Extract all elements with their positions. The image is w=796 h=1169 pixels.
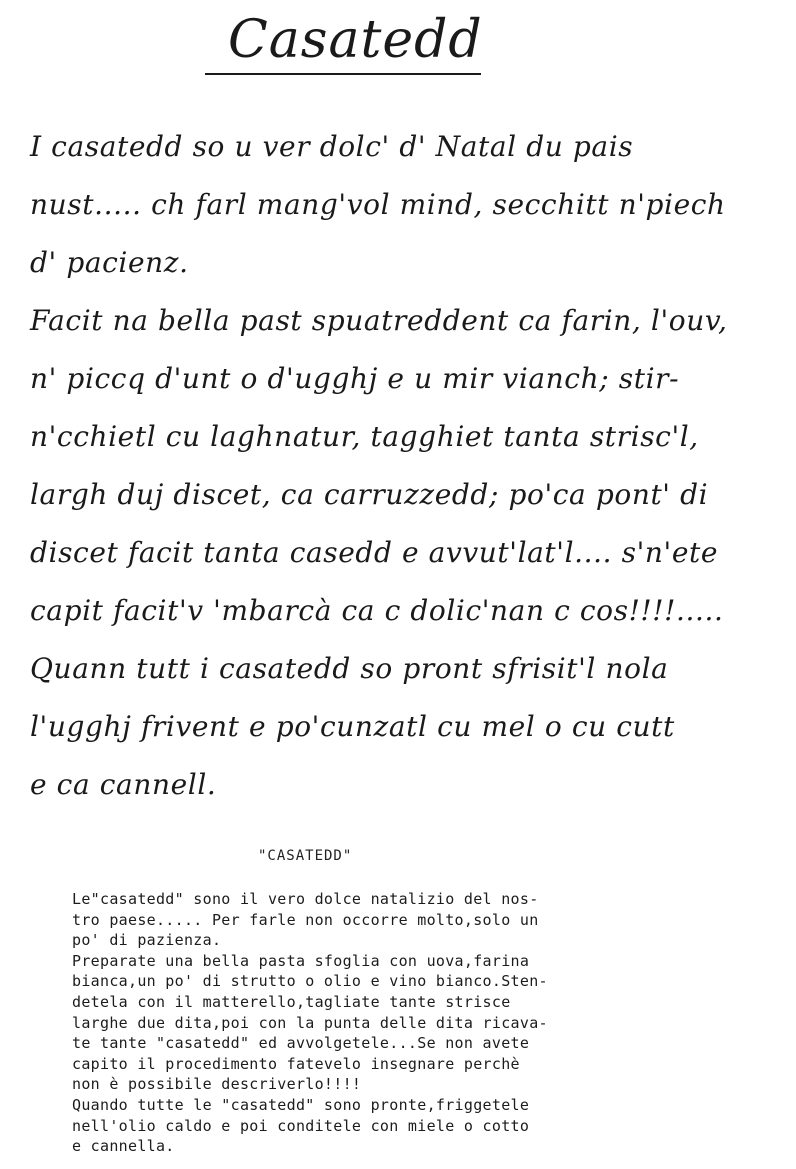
handwritten-line: l'ugghj frivent e po'cunzatl cu mel o cu cutt xyxy=(30,710,675,743)
handwritten-line: largh duj discet, ca carruzzedd; po'ca pont' di xyxy=(30,478,709,511)
translation-line: larghe due dita,poi con la punta delle dita ricava- xyxy=(72,1013,548,1032)
translation-line: bianca,un po' di strutto o olio e vino bianco.Sten- xyxy=(72,972,548,991)
translation-line: nell'olio caldo e poi conditele con miele o cotto xyxy=(72,1116,530,1135)
typewritten-translation xyxy=(72,889,712,1157)
handwritten-line: Quann tutt i casatedd so pront sfrisit'l nola xyxy=(30,652,669,685)
handwritten-line: I casatedd so u ver dolc' d' Natal du pais xyxy=(30,130,634,163)
handwritten-line: n'cchietl cu laghnatur, tagghiet tanta strisc'l, xyxy=(30,420,699,453)
translation-line: detela con il matterello,tagliate tante strisce xyxy=(72,992,511,1011)
translation-title: "CASATEDD" xyxy=(258,848,353,864)
title-underline xyxy=(205,73,481,75)
translation-line: Le"casatedd" sono il vero dolce natalizio del nos- xyxy=(72,890,539,908)
translation-line: po' di pazienza. xyxy=(72,931,222,950)
handwritten-line: capit facit'v 'mbarcà ca c dolic'nan c cos!!!!..... xyxy=(30,594,724,627)
translation-line: non è possibile descriverlo!!!! xyxy=(72,1075,362,1094)
translation-line: capito il procedimento fatevelo insegnare perchè xyxy=(72,1054,520,1073)
translation-line: te tante "casatedd" ed avvolgetele...Se non avete xyxy=(72,1034,530,1053)
document-title: Casatedd xyxy=(228,10,483,70)
handwritten-line: e ca cannell. xyxy=(30,768,217,801)
translation-line: tro paese..... Per farle non occorre molto,solo un xyxy=(72,910,539,929)
translation-line: e cannella. xyxy=(72,1137,175,1156)
handwritten-line: n' piccq d'unt o d'ugghj e u mir vianch; stir- xyxy=(30,362,680,395)
handwritten-line: d' pacienz. xyxy=(30,246,189,279)
handwritten-line: nust..... ch farl mang'vol mind, secchitt n'piech xyxy=(30,188,726,221)
translation-line: Preparate una bella pasta sfoglia con uova,farina xyxy=(72,951,530,970)
handwritten-recipe xyxy=(30,118,780,814)
handwritten-line: Facit na bella past spuatreddent ca farin, l'ouv, xyxy=(30,304,728,337)
translation-line: Quando tutte le "casatedd" sono pronte,friggetele xyxy=(72,1095,530,1114)
handwritten-line: discet facit tanta casedd e avvut'lat'l.... s'n'ete xyxy=(30,536,719,569)
